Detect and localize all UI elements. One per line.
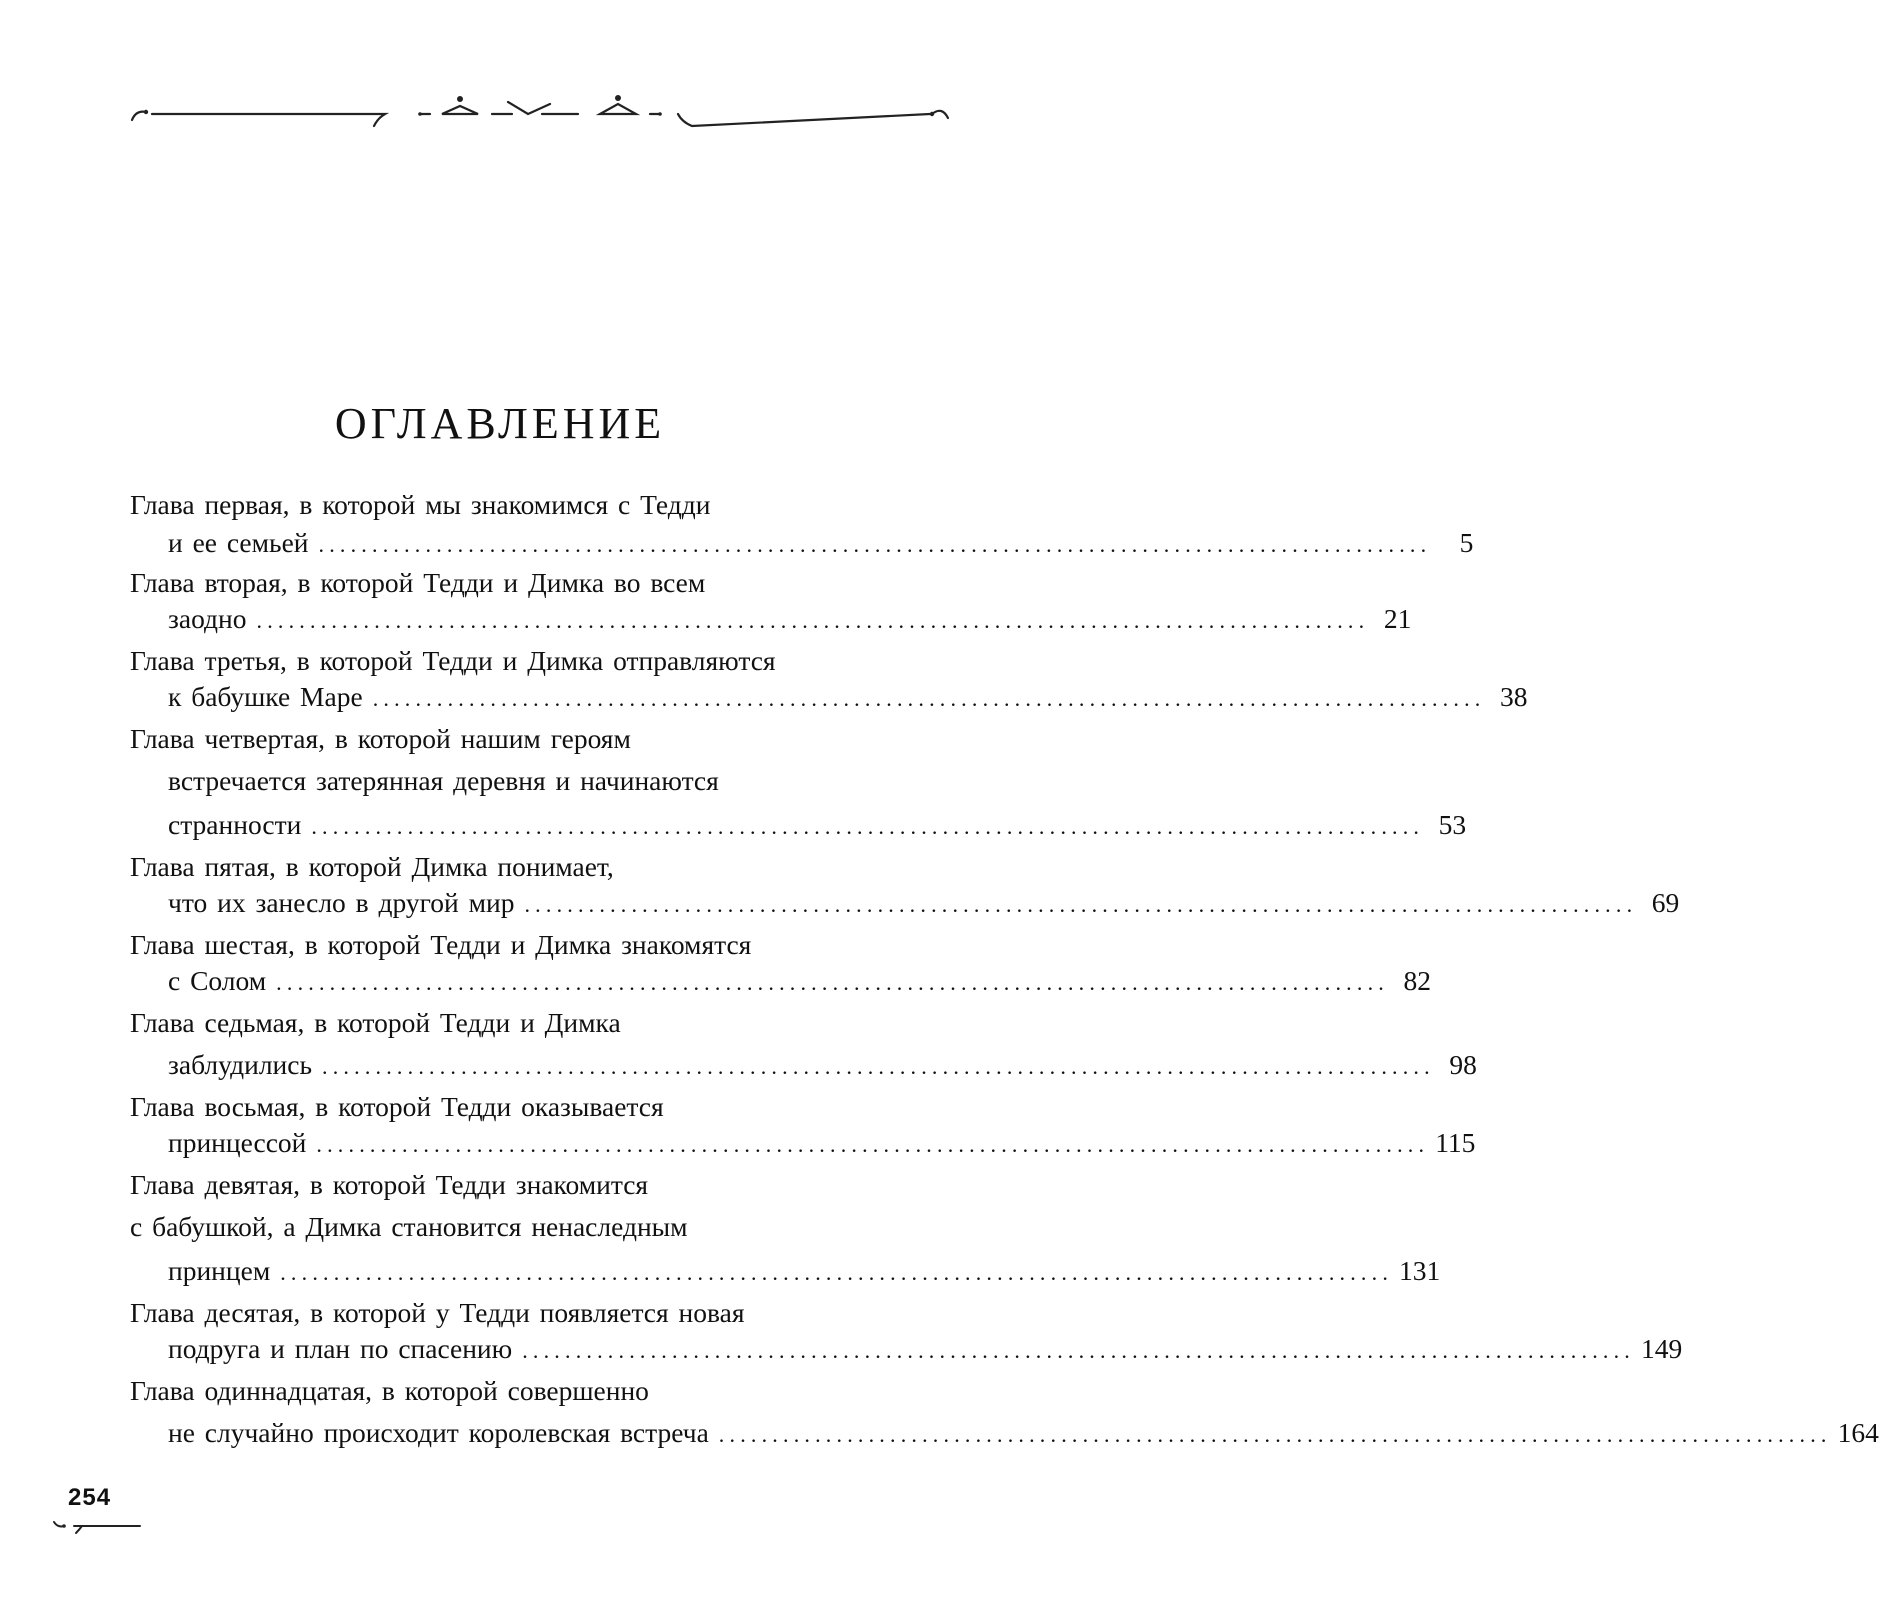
toc-entry-2-page: 21 <box>1383 603 1412 634</box>
toc-entry-7-title-end: заблудились <box>168 1049 313 1080</box>
toc-entry-11-title-end: не случайно происходит королевская встреча <box>168 1417 709 1448</box>
toc-entry-2-last-line <box>168 602 1412 638</box>
toc-entry-9-line-1: Глава девятая, в которой Тедди знакомится <box>130 1169 649 1200</box>
toc-entry-1-leader: ........................................................................................................ <box>318 532 1432 557</box>
toc-entry-7-leader: ........................................................................................................ <box>322 1054 1435 1079</box>
toc-entry-7-page: 98 <box>1449 1049 1477 1080</box>
toc-entry-10-last-line <box>168 1332 1683 1368</box>
toc-entry-1-title-end: и ее семьей <box>168 527 309 558</box>
toc-entry-2-title-end: заодно <box>168 603 247 634</box>
toc-entry-4-leader: ........................................................................................................ <box>311 814 1425 839</box>
toc-entry-10-line-1: Глава десятая, в которой у Тедди появляется новая <box>130 1297 745 1328</box>
toc-entry-11-page: 164 <box>1837 1417 1879 1448</box>
toc-entry-1-page: 5 <box>1459 527 1474 558</box>
toc-entry-4-page: 53 <box>1438 809 1467 840</box>
toc-entry-8-line-1: Глава восьмая, в которой Тедди оказывается <box>130 1091 664 1122</box>
toc-entry-8-last-line <box>168 1126 1476 1162</box>
toc-entry-6-line-1: Глава шестая, в которой Тедди и Димка знакомятся <box>130 929 752 960</box>
toc-entry-4-title-end: странности <box>168 809 302 840</box>
toc-entry-10-title-end: подруга и план по спасению <box>168 1333 513 1364</box>
toc-entry-6-page: 82 <box>1403 965 1431 996</box>
toc-entry-10-page: 149 <box>1641 1333 1683 1364</box>
toc-entry-3-leader: ........................................................................................................ <box>372 686 1486 711</box>
toc-entry-9-line-2: с бабушкой, а Димка становится ненаследным <box>130 1211 688 1242</box>
toc-entry-5-title-end: что их занесло в другой мир <box>168 887 515 918</box>
toc-entry-7-line-1: Глава седьмая, в которой Тедди и Димка <box>130 1007 621 1038</box>
decorative-footer-ornament <box>52 1516 142 1536</box>
toc-entry-9-last-line <box>168 1254 1441 1290</box>
toc-entry-10-leader: ........................................................................................................ <box>522 1338 1636 1363</box>
toc-entry-4-line-1: Глава четвертая, в которой нашим героям <box>130 723 631 754</box>
toc-title: ОГЛАВЛЕНИЕ <box>334 399 666 448</box>
toc-entry-8-title-end: принцессой <box>168 1127 307 1158</box>
toc-entry-5-page: 69 <box>1651 887 1680 918</box>
toc-entry-1-last-line <box>168 526 1474 562</box>
toc-entry-3-title-end: к бабушке Маре <box>168 681 363 712</box>
toc-entry-6-last-line <box>168 964 1431 1000</box>
toc-entry-6-leader: ........................................................................................................ <box>276 970 1389 995</box>
toc-entry-8-leader: ........................................................................................................ <box>316 1132 1430 1157</box>
toc-entry-5-line-1: Глава пятая, в которой Димка понимает, <box>130 851 614 882</box>
toc-entry-3-line-1: Глава третья, в которой Тедди и Димка отправляются <box>130 645 776 676</box>
toc-entry-2-leader: ........................................................................................................ <box>256 608 1370 633</box>
toc-entry-11-last-line <box>168 1416 1879 1452</box>
toc-entry-9-leader: ........................................................................................................ <box>280 1260 1394 1285</box>
page-number: 254 <box>68 1484 112 1511</box>
toc-entry-4-line-2: встречается затерянная деревня и начинаются <box>168 765 719 796</box>
toc-entry-11-leader: ........................................................................................................ <box>718 1422 1832 1447</box>
toc-entry-5-leader: ........................................................................................................ <box>524 892 1638 917</box>
toc-entry-2-line-1: Глава вторая, в которой Тедди и Димка во всем <box>130 567 706 598</box>
toc-entry-9-page: 131 <box>1399 1255 1441 1286</box>
toc-entry-7-last-line <box>168 1048 1477 1084</box>
toc-entry-5-last-line <box>168 886 1680 922</box>
toc-entry-8-page: 115 <box>1435 1127 1476 1158</box>
toc-entry-3-page: 38 <box>1500 681 1528 712</box>
toc-entry-3-last-line <box>168 680 1528 716</box>
toc-entry-9-title-end: принцем <box>168 1255 271 1286</box>
toc-entry-6-title-end: с Солом <box>168 965 267 996</box>
toc-entry-4-last-line <box>168 808 1467 844</box>
toc-entry-11-line-1: Глава одиннадцатая, в которой совершенно <box>130 1375 649 1406</box>
toc-entry-1-line-1: Глава первая, в которой мы знакомимся с Тедди <box>130 489 711 520</box>
